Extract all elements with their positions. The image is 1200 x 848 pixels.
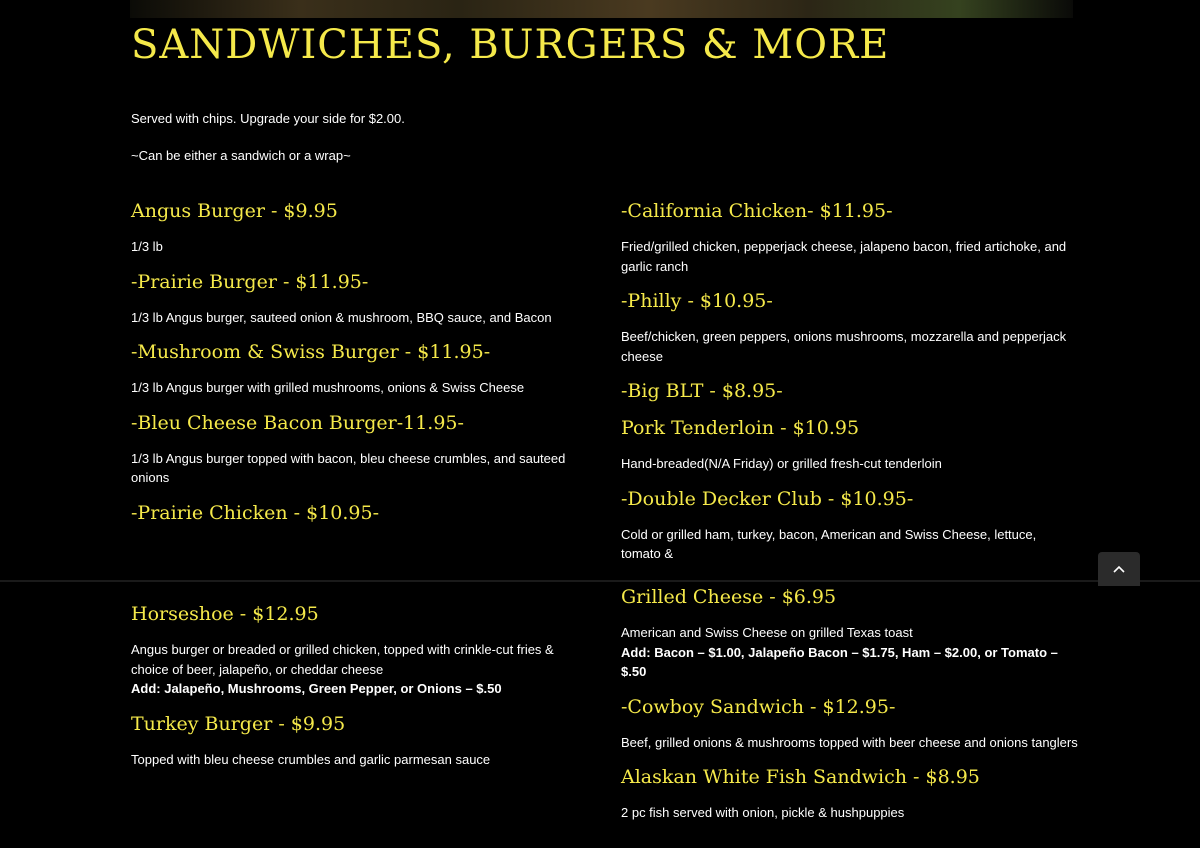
menu-pane-bottom — [0, 582, 1200, 848]
item-name: -Cowboy Sandwich - $12.95- — [621, 695, 896, 718]
item-name: -Prairie Chicken - $10.95- — [131, 501, 380, 524]
item-description: Fried/grilled chicken, pepperjack cheese, jalapeno bacon, fried artichoke, and garlic ranch — [621, 239, 1067, 274]
menu-item — [621, 379, 1073, 403]
item-description: American and Swiss Cheese on grilled Texas toast — [621, 625, 913, 640]
hero-image-strip — [130, 0, 1073, 18]
menu-item — [621, 416, 1073, 474]
scroll-to-top-button[interactable] — [1098, 552, 1140, 586]
menu-item — [131, 712, 583, 770]
item-description: 1/3 lb Angus burger, sauteed onion & mushroom, BBQ sauce, and Bacon — [131, 309, 552, 325]
item-description: Hand-breaded(N/A Friday) or grilled fresh-cut tenderloin — [621, 456, 942, 471]
menu-item — [131, 270, 583, 328]
item-name: -Philly - $10.95- — [621, 290, 773, 312]
item-name: -Prairie Burger - $11.95- — [131, 270, 369, 293]
item-addons: Add: Bacon – $1.00, Jalapeño Bacon – $1.75, Ham – $2.00, or Tomato – $.50 — [621, 644, 1058, 679]
item-description: Beef/chicken, green peppers, onions mushrooms, mozzarella and pepperjack cheese — [621, 329, 1067, 364]
item-name: -Double Decker Club - $10.95- — [621, 487, 914, 510]
menu-item — [621, 487, 1073, 564]
menu-column-right — [621, 199, 1073, 577]
side-upgrade-note: Served with chips. Upgrade your side for $2.00. — [131, 111, 405, 126]
item-name: Angus Burger - $9.95 — [131, 200, 338, 222]
menu-item — [131, 411, 583, 488]
item-name: -Big BLT - $8.95- — [621, 380, 783, 402]
wrap-note: ~Can be either a sandwich or a wrap~ — [131, 148, 351, 163]
item-description: Angus burger or breaded or grilled chicken, topped with crinkle-cut fries & choice of beer, jalapeño, or cheddar cheese — [131, 642, 554, 677]
item-description: 1/3 lb — [131, 239, 163, 254]
item-name: Alaskan White Fish Sandwich - $8.95 — [621, 766, 980, 788]
item-description: Topped with bleu cheese crumbles and garlic parmesan sauce — [131, 751, 491, 767]
item-name: Grilled Cheese - $6.95 — [621, 586, 837, 608]
item-addons: Add: Jalapeño, Mushrooms, Green Pepper, or Onions – $.50 — [131, 681, 502, 696]
menu-item — [621, 695, 1081, 753]
menu-item — [621, 289, 1073, 366]
item-description: 1/3 lb Angus burger topped with bacon, bleu cheese crumbles, and sauteed onions — [131, 450, 566, 485]
menu-item — [621, 585, 1081, 682]
menu-column-left — [131, 199, 583, 538]
item-name: -Mushroom & Swiss Burger - $11.95- — [131, 341, 491, 363]
item-name: -Bleu Cheese Bacon Burger-11.95- — [131, 411, 464, 434]
menu-column-left — [131, 602, 583, 782]
item-description: Beef, grilled onions & mushrooms topped with beer cheese and onions tanglers — [621, 734, 1078, 750]
item-description: 2 pc fish served with onion, pickle & hushpuppies — [621, 805, 905, 820]
menu-item — [131, 501, 583, 525]
item-description: 1/3 lb Angus burger with grilled mushrooms, onions & Swiss Cheese — [131, 380, 525, 395]
menu-item — [621, 765, 1081, 823]
menu-item — [131, 602, 583, 699]
menu-item — [131, 340, 583, 398]
menu-item — [621, 199, 1073, 276]
item-name: -California Chicken- $11.95- — [621, 200, 893, 222]
menu-item — [131, 199, 583, 257]
page-title: SANDWICHES, BURGERS & MORE — [131, 22, 890, 68]
item-name: Pork Tenderloin - $10.95 — [621, 417, 860, 439]
menu-column-right — [621, 585, 1081, 836]
chevron-up-icon — [1112, 564, 1126, 574]
item-name: Turkey Burger - $9.95 — [131, 712, 346, 735]
item-description: Cold or grilled ham, turkey, bacon, American and Swiss Cheese, lettuce, tomato & — [621, 526, 1037, 561]
item-name: Horseshoe - $12.95 — [131, 603, 319, 625]
